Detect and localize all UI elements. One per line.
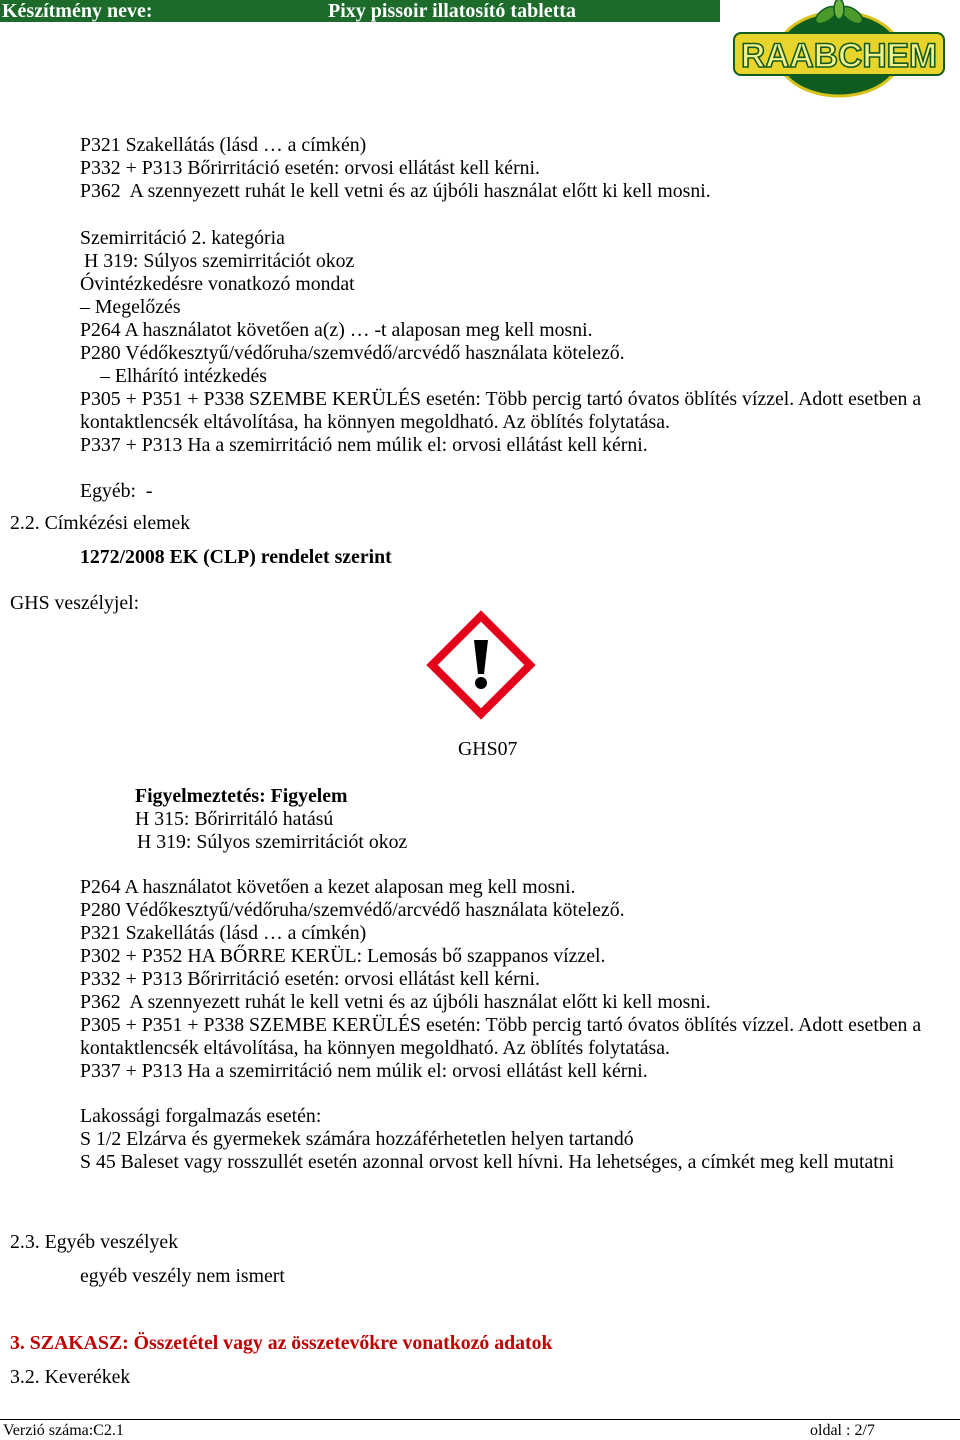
statement-line: P321 Szakellátás (lásd … a címkén) (80, 134, 367, 156)
precautionary-line: P302 + P352 HA BŐRRE KERÜL: Lemosás bő szappanos vízzel. (80, 945, 606, 967)
page-number: oldal : 2/7 (810, 1422, 875, 1439)
regulation-heading: 1272/2008 EK (CLP) rendelet szerint (80, 546, 392, 568)
ghs-label: GHS veszélyjel: (10, 592, 140, 614)
precaution-title: Óvintézkedésre vonatkozó mondat (80, 273, 355, 295)
hazard-statement: H 319: Súlyos szemirritációt okoz (84, 250, 355, 272)
precautionary-line: P362 A szennyezett ruhát le kell vetni és az újbóli használat előtt ki kell mosni. (80, 991, 711, 1013)
section-3-title: 3. SZAKASZ: Összetétel vagy az összetevőkre vonatkozó adatok (10, 1332, 553, 1354)
pictogram-code: GHS07 (458, 738, 518, 760)
prevention-title: – Megelőzés (80, 296, 181, 318)
statement-line: P332 + P313 Bőrirritáció esetén: orvosi ellátást kell kérni. (80, 157, 540, 179)
logo-text: RAABCHEM (741, 37, 937, 75)
precautionary-line: P280 Védőkesztyű/védőruha/szemvédő/arcvédő használata kötelező. (80, 899, 625, 921)
footer-divider (0, 1419, 960, 1420)
prevention-statement: P280 Védőkesztyű/védőruha/szemvédő/arcvédő használata kötelező. (80, 342, 625, 364)
precautionary-line: kontaktlencsék eltávolítása, ha könnyen megoldható. Az öblítés folytatása. (80, 1037, 670, 1059)
precautionary-line: P264 A használatot követően a kezet alaposan meg kell mosni. (80, 876, 576, 898)
signal-block (135, 785, 407, 854)
top-statements (80, 134, 711, 203)
eye-irritation-block (80, 227, 921, 457)
section-3-2-subtitle: 3.2. Keverékek (10, 1366, 131, 1388)
precautionary-statements (80, 876, 921, 1083)
statement-line: P362 A szennyezett ruhát le kell vetni és az újbóli használat előtt ki kell mosni. (80, 180, 711, 202)
retail-title: Lakossági forgalmazás esetén: (80, 1105, 322, 1127)
exclamation-dot (475, 677, 487, 689)
precautionary-line: P337 + P313 Ha a szemirritáció nem múlik el: orvosi ellátást kell kérni. (80, 1060, 648, 1082)
retail-line: S 45 Baleset vagy rosszullét esetén azonnal orvost kell hívni. Ha lehetséges, a címkét meg kell mutatni (80, 1151, 895, 1173)
product-name-label: Készítmény neve: (2, 0, 153, 22)
hazard-statement: H 315: Bőrirritáló hatású (135, 808, 334, 830)
other-note: Egyéb: - (80, 480, 153, 502)
prevention-statement: P264 A használatot követően a(z) … -t alaposan meg kell mosni. (80, 319, 593, 341)
retail-block (80, 1105, 894, 1174)
version-number: Verzió száma:C2.1 (3, 1422, 124, 1439)
hazard-category: Szemirritáció 2. kategória (80, 227, 285, 249)
precautionary-line: P321 Szakellátás (lásd … a címkén) (80, 922, 367, 944)
response-statement: P305 + P351 + P338 SZEMBE KERÜLÉS esetén: Több percig tartó óvatos öblítés vízzel. Adott esetben a (80, 388, 922, 410)
retail-line: S 1/2 Elzárva és gyermekek számára hozzáférhetetlen helyen tartandó (80, 1128, 634, 1150)
section-2-3-title: 2.3. Egyéb veszélyek (10, 1231, 179, 1253)
other-hazards-text: egyéb veszély nem ismert (80, 1265, 285, 1287)
raabchem-logo (722, 0, 956, 98)
response-statement: kontaktlencsék eltávolítása, ha könnyen megoldható. Az öblítés folytatása. (80, 411, 670, 433)
precautionary-line: P332 + P313 Bőrirritáció esetén: orvosi ellátást kell kérni. (80, 968, 540, 990)
product-name: Pixy pissoir illatosító tabletta (328, 0, 576, 22)
signal-word: Figyelmeztetés: Figyelem (135, 785, 348, 807)
response-statement: P337 + P313 Ha a szemirritáció nem múlik el: orvosi ellátást kell kérni. (80, 434, 648, 456)
hazard-statement: H 319: Súlyos szemirritációt okoz (137, 831, 408, 853)
exclamation-mark-icon (426, 610, 536, 720)
section-2-2-title: 2.2. Címkézési elemek (10, 512, 191, 534)
precautionary-line: P305 + P351 + P338 SZEMBE KERÜLÉS esetén: Több percig tartó óvatos öblítés vízzel. Adott esetben a (80, 1014, 922, 1036)
response-title: – Elhárító intézkedés (100, 365, 267, 387)
